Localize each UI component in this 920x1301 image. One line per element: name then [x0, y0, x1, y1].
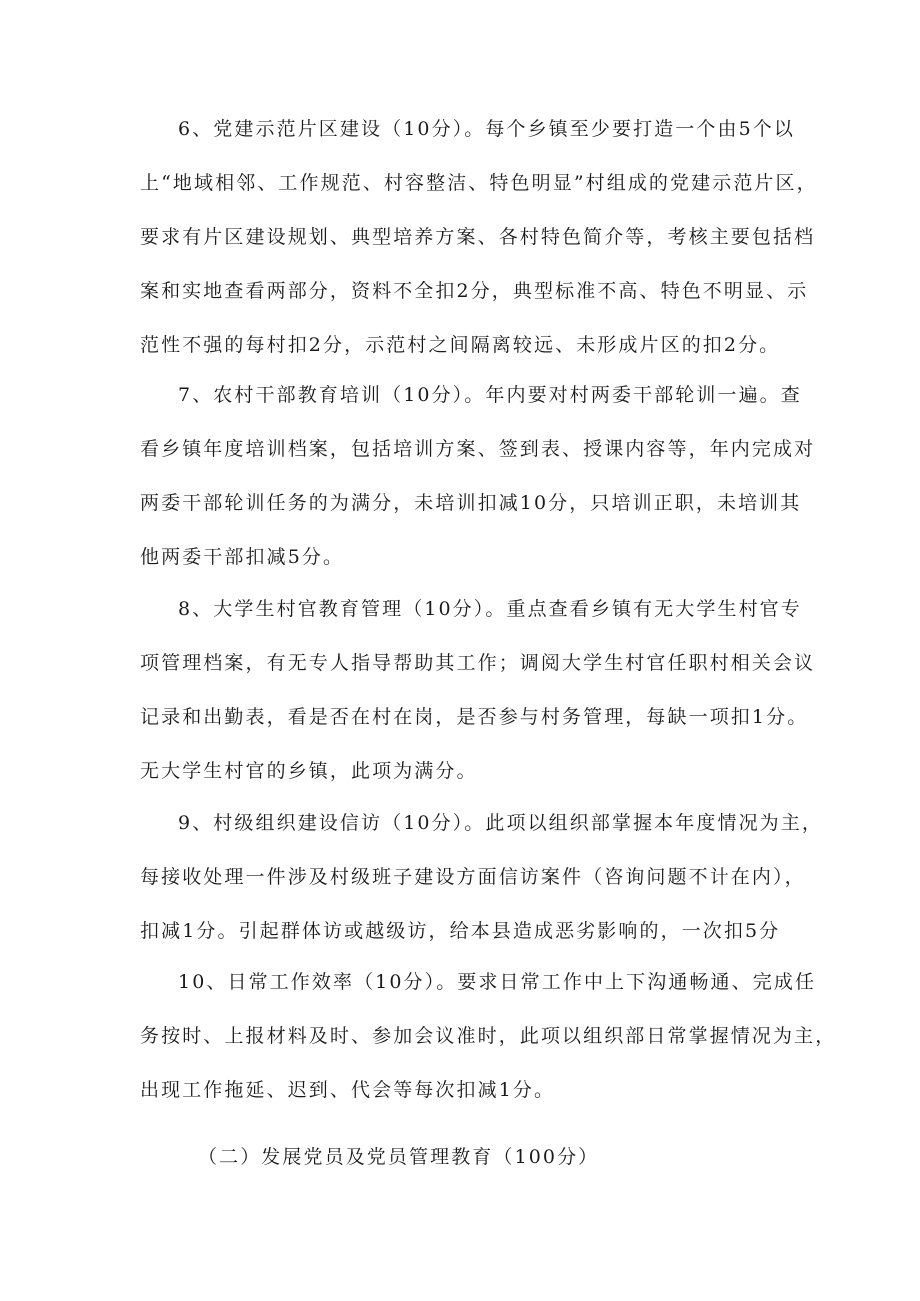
paragraph-line: 6、党建示范片区建设（10分）。每个乡镇至少要打造一个由5个以 — [178, 118, 795, 140]
paragraph-line: 9、村级组织建设信访（10分）。此项以组织部掌握本年度情况为主， — [178, 812, 823, 834]
paragraph-line: 范性不强的每村扣2分，示范村之间隔离较远、未形成片区的扣2分。 — [140, 334, 781, 356]
paragraph-line: 务按时、上报材料及时、参加会议准时，此项以组织部日常掌握情况为主， — [140, 1025, 837, 1047]
paragraph-line: 案和实地查看两部分，资料不全扣2分，典型标准不高、特色不明显、示 — [140, 280, 809, 302]
paragraph-line: 看乡镇年度培训档案，包括培训方案、签到表、授课内容等，年内完成对 — [140, 438, 816, 460]
paragraph-line: 无大学生村官的乡镇，此项为满分。 — [140, 760, 478, 782]
paragraph-line: 7、农村干部教育培训（10分）。年内要对村两委干部轮训一遍。查 — [178, 384, 802, 406]
paragraph-line: 两委干部轮训任务的为满分，未培训扣减10分，只培训正职，未培训其 — [140, 492, 802, 514]
paragraph-line: 要求有片区建设规划、典型培养方案、各村特色简介等，考核主要包括档 — [140, 226, 816, 248]
paragraph-line: 记录和出勤表，看是否在村在岗，是否参与村务管理，每缺一项扣1分。 — [140, 706, 809, 728]
paragraph-line: 扣减1分。引起群体访或越级访，给本县造成恶劣影响的，一次扣5分 — [140, 920, 781, 942]
paragraph-item-7 — [140, 368, 816, 584]
paragraph-line: 项管理档案，有无专人指导帮助其工作；调阅大学生村官任职村相关会议 — [140, 652, 816, 674]
paragraph-line: 他两委干部扣减5分。 — [140, 546, 345, 568]
paragraph-line: 每接收处理一件涉及村级班子建设方面信访案件（咨询问题不计在内）， — [140, 866, 806, 888]
paragraph-item-6 — [140, 102, 818, 372]
paragraph-line: 上“地域相邻、工作规范、村容整洁、特色明显”村组成的党建示范片区， — [140, 172, 818, 194]
paragraph-line: 出现工作拖延、迟到、代会等每次扣减1分。 — [140, 1079, 556, 1101]
paragraph-item-8 — [140, 582, 816, 798]
paragraph-line: 10、日常工作效率（10分）。要求日常工作中上下沟通畅通、完成任 — [178, 971, 817, 993]
section-heading: （二）发展党员及党员管理教育（100分） — [198, 1146, 600, 1168]
paragraph-item-10 — [140, 955, 837, 1117]
paragraph-item-9 — [140, 796, 823, 958]
paragraph-line: 8、大学生村官教育管理（10分）。重点查看乡镇有无大学生村官专 — [178, 598, 802, 620]
